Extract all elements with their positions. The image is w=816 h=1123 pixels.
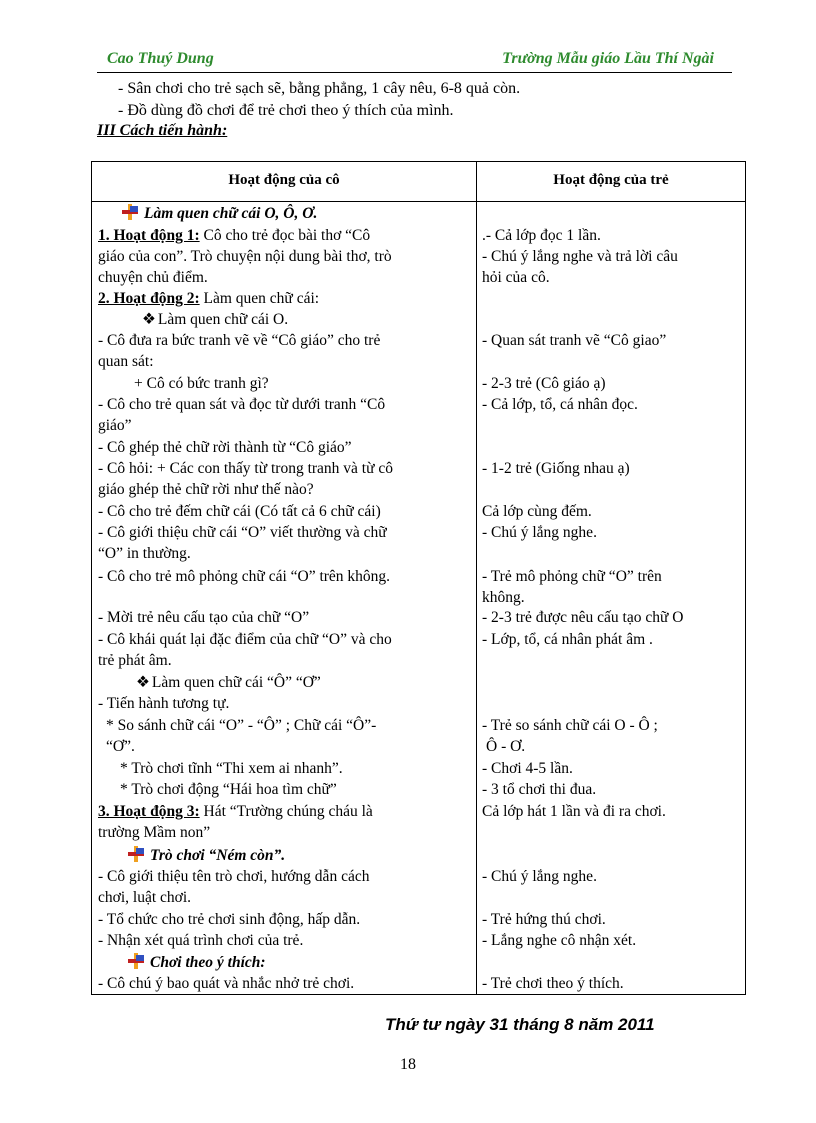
table-row: + Cô có bức tranh gì? <box>134 375 269 392</box>
table-row: - 1-2 trẻ (Giống nhau ạ) <box>482 460 630 477</box>
activity-label: 3. Hoạt động 3: <box>98 803 200 820</box>
table-row: trường Mầm non” <box>98 824 211 841</box>
page-header <box>97 50 732 73</box>
table-row: quan sát: <box>98 353 154 370</box>
activity-label: 1. Hoạt động 1: <box>98 227 200 244</box>
table-row <box>122 203 317 224</box>
table-row <box>128 952 266 973</box>
header-school: Trường Mẫu giáo Lầu Thí Ngài <box>502 50 714 67</box>
table-row: Cả lớp hát 1 lần và đi ra chơi. <box>482 803 666 820</box>
table-row: giáo ghép thẻ chữ rời như thế nào? <box>98 481 314 498</box>
table-row <box>98 225 370 246</box>
table-row: giáo” <box>98 417 132 434</box>
table-row: - Trẻ hứng thú chơi. <box>482 911 606 928</box>
table-row: * Trò chơi tĩnh “Thi xem ai nhanh”. <box>120 760 343 777</box>
table-row: - Cô cho trẻ mô phỏng chữ cái “O” trên không. <box>98 568 391 585</box>
activity-text: Làm quen chữ cái: <box>199 290 320 307</box>
table-row: - Lớp, tổ, cá nhân phát âm . <box>482 631 653 648</box>
table-row: Ô - Ơ. <box>486 738 526 755</box>
activity-text: Hát “Trường chúng cháu là <box>199 803 373 820</box>
table-row: “O” in thường. <box>98 545 191 562</box>
table-row: chuyện chủ điểm. <box>98 269 208 286</box>
table-row: - Cô đưa ra bức tranh vẽ về “Cô giáo” cho trẻ <box>98 332 381 349</box>
table-row: - Cả lớp, tổ, cá nhân đọc. <box>482 396 638 413</box>
table-row: chơi, luật chơi. <box>98 889 192 906</box>
table-row <box>142 309 288 330</box>
table-row: - Cô ghép thẻ chữ rời thành từ “Cô giáo” <box>98 439 352 456</box>
table-row: không. <box>482 589 525 606</box>
table-row: - Cô giới thiệu chữ cái “O” viết thường và chữ <box>98 524 387 541</box>
header-divider <box>92 201 745 202</box>
table-row: - Chú ý lắng nghe. <box>482 524 597 541</box>
date-line: Thứ tư ngày 31 tháng 8 năm 2011 <box>385 1015 655 1034</box>
column-header-children: Hoạt động của trẻ <box>553 172 669 188</box>
table-row: - Tổ chức cho trẻ chơi sinh động, hấp dẫn. <box>98 911 361 928</box>
table-row: - Cô hỏi: + Các con thấy từ trong tranh và từ cô <box>98 460 394 477</box>
table-row: giáo của con”. Trò chuyện nội dung bài thơ, trò <box>98 248 392 265</box>
table-row: - Cô chú ý bao quát và nhắc nhở trẻ chơi. <box>98 975 355 992</box>
column-header-teacher: Hoạt động của cô <box>228 172 340 188</box>
table-row: - Nhận xét quá trình chơi của trẻ. <box>98 932 304 949</box>
table-row: “Ơ”. <box>106 738 135 755</box>
heading-text: Trò chơi “Ném còn”. <box>150 847 286 864</box>
heading-text: Chơi theo ý thích: <box>150 954 266 971</box>
preparation-line: - Sân chơi cho trẻ sạch sẽ, bằng phẳng, 1 cây nêu, 6-8 quả còn. <box>118 80 521 97</box>
table-row: - Trẻ chơi theo ý thích. <box>482 975 624 992</box>
table-row: - Trẻ so sánh chữ cái O - Ô ; <box>482 717 658 734</box>
heading-text: Làm quen chữ cái O, Ô, Ơ. <box>144 205 318 222</box>
flag-icon <box>122 204 140 220</box>
table-row <box>98 801 373 822</box>
activity-label: 2. Hoạt động 2: <box>98 290 200 307</box>
flag-icon <box>128 846 146 862</box>
table-row: .- Cả lớp đọc 1 lần. <box>482 227 601 244</box>
table-row <box>128 845 285 866</box>
table-row <box>98 288 319 309</box>
section-title: III Cách tiến hành: <box>97 122 228 139</box>
table-row: * So sánh chữ cái “O” - “Ô” ; Chữ cái “Ô”- <box>106 717 377 734</box>
activity-table <box>91 161 746 995</box>
activity-text: Cô cho trẻ đọc bài thơ “Cô <box>199 227 371 244</box>
preparation-line: - Đồ dùng đồ chơi để trẻ chơi theo ý thích của mình. <box>118 102 454 119</box>
table-row: Cả lớp cùng đếm. <box>482 503 592 520</box>
table-row: - Quan sát tranh vẽ “Cô giao” <box>482 332 667 349</box>
table-row: * Trò chơi động “Hái hoa tìm chữ” <box>120 781 337 798</box>
diamond-bullet-icon: ❖ <box>136 674 150 691</box>
column-divider <box>476 162 477 994</box>
subheading-text: Làm quen chữ cái O. <box>157 311 289 328</box>
header-author: Cao Thuý Dung <box>107 50 214 67</box>
table-row <box>136 672 321 693</box>
page-number: 18 <box>400 1056 416 1073</box>
flag-icon <box>128 953 146 969</box>
table-row: - Chơi 4-5 lần. <box>482 760 573 777</box>
table-row: - Cô giới thiệu tên trò chơi, hướng dẫn cách <box>98 868 370 885</box>
table-row: trẻ phát âm. <box>98 652 172 669</box>
table-row: - Cô khái quát lại đặc điểm của chữ “O” và cho <box>98 631 392 648</box>
table-row: - Cô cho trẻ quan sát và đọc từ dưới tranh “Cô <box>98 396 386 413</box>
table-row: - Trẻ mô phỏng chữ “O” trên <box>482 568 662 585</box>
table-row: - Chú ý lắng nghe và trả lời câu <box>482 248 678 265</box>
table-row: - 2-3 trẻ được nêu cấu tạo chữ O <box>482 609 684 626</box>
table-row: hỏi của cô. <box>482 269 550 286</box>
table-row: - Cô cho trẻ đếm chữ cái (Có tất cả 6 chữ cái) <box>98 503 381 520</box>
diamond-bullet-icon: ❖ <box>142 311 156 328</box>
table-row: - Mời trẻ nêu cấu tạo của chữ “O” <box>98 609 310 626</box>
table-row: - 3 tổ chơi thi đua. <box>482 781 597 798</box>
subheading-text: Làm quen chữ cái “Ô” “Ơ” <box>151 674 321 691</box>
table-row: - Tiến hành tương tự. <box>98 695 230 712</box>
table-row: - 2-3 trẻ (Cô giáo ạ) <box>482 375 606 392</box>
table-row: - Lắng nghe cô nhận xét. <box>482 932 637 949</box>
table-row: - Chú ý lắng nghe. <box>482 868 597 885</box>
